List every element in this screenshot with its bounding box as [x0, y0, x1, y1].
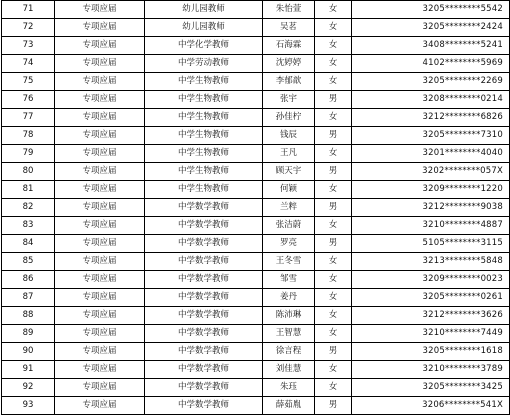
cell-no: 86 — [2, 271, 55, 289]
cell-name: 陈沛琳 — [263, 307, 315, 325]
cell-name: 兰粹 — [263, 199, 315, 217]
cell-no: 90 — [2, 343, 55, 361]
table-row — [2, 1, 510, 19]
cell-gender: 女 — [315, 1, 352, 19]
cell-gender: 女 — [315, 73, 352, 91]
cell-name: 罗亮 — [263, 235, 315, 253]
cell-gender: 女 — [315, 145, 352, 163]
cell-no: 89 — [2, 325, 55, 343]
cell-name: 姜丹 — [263, 289, 315, 307]
cell-position: 中学数学教师 — [145, 289, 263, 307]
table-row — [2, 325, 510, 343]
cell-position: 中学数学教师 — [145, 271, 263, 289]
cell-recruit-type: 专项应届 — [55, 361, 145, 379]
cell-name: 朱珏 — [263, 379, 315, 397]
cell-position: 中学数学教师 — [145, 217, 263, 235]
cell-gender: 男 — [315, 199, 352, 217]
cell-name: 张宇 — [263, 91, 315, 109]
cell-no: 73 — [2, 37, 55, 55]
cell-position: 中学生物教师 — [145, 145, 263, 163]
cell-no: 71 — [2, 1, 55, 19]
cell-gender: 女 — [315, 325, 352, 343]
table-row — [2, 217, 510, 235]
table-row — [2, 37, 510, 55]
cell-id-number: 3205********5542 — [352, 1, 510, 19]
table-row — [2, 163, 510, 181]
cell-id-number: 3213********5848 — [352, 253, 510, 271]
table-row — [2, 397, 510, 415]
cell-no: 75 — [2, 73, 55, 91]
cell-position: 中学劳动教师 — [145, 55, 263, 73]
cell-id-number: 3408********5241 — [352, 37, 510, 55]
cell-id-number: 4102********5969 — [352, 55, 510, 73]
cell-name: 张洁蔚 — [263, 217, 315, 235]
cell-position: 中学数学教师 — [145, 325, 263, 343]
cell-gender: 男 — [315, 397, 352, 415]
cell-id-number: 3205********2269 — [352, 73, 510, 91]
cell-no: 81 — [2, 181, 55, 199]
cell-recruit-type: 专项应届 — [55, 235, 145, 253]
cell-recruit-type: 专项应届 — [55, 199, 145, 217]
cell-position: 中学数学教师 — [145, 379, 263, 397]
cell-id-number: 3205********1618 — [352, 343, 510, 361]
cell-recruit-type: 专项应届 — [55, 73, 145, 91]
table-row — [2, 253, 510, 271]
cell-id-number: 3205********0261 — [352, 289, 510, 307]
cell-position: 中学数学教师 — [145, 253, 263, 271]
cell-position: 中学生物教师 — [145, 109, 263, 127]
cell-no: 82 — [2, 199, 55, 217]
table-row — [2, 181, 510, 199]
cell-id-number: 3205********3425 — [352, 379, 510, 397]
cell-recruit-type: 专项应届 — [55, 325, 145, 343]
cell-gender: 女 — [315, 217, 352, 235]
cell-recruit-type: 专项应届 — [55, 91, 145, 109]
cell-no: 76 — [2, 91, 55, 109]
cell-id-number: 3208********0214 — [352, 91, 510, 109]
cell-position: 中学数学教师 — [145, 307, 263, 325]
cell-recruit-type: 专项应届 — [55, 1, 145, 19]
cell-name: 沈婷婷 — [263, 55, 315, 73]
cell-position: 中学生物教师 — [145, 91, 263, 109]
cell-recruit-type: 专项应届 — [55, 289, 145, 307]
cell-position: 中学生物教师 — [145, 163, 263, 181]
cell-position: 幼儿园教师 — [145, 19, 263, 37]
cell-id-number: 3202********057X — [352, 163, 510, 181]
cell-gender: 女 — [315, 19, 352, 37]
table-row — [2, 145, 510, 163]
cell-gender: 女 — [315, 55, 352, 73]
cell-name: 王冬雪 — [263, 253, 315, 271]
cell-recruit-type: 专项应届 — [55, 379, 145, 397]
cell-no: 87 — [2, 289, 55, 307]
cell-no: 78 — [2, 127, 55, 145]
cell-id-number: 3210********7449 — [352, 325, 510, 343]
cell-gender: 男 — [315, 127, 352, 145]
cell-no: 88 — [2, 307, 55, 325]
cell-recruit-type: 专项应届 — [55, 397, 145, 415]
cell-name: 何颖 — [263, 181, 315, 199]
cell-name: 顾天宇 — [263, 163, 315, 181]
cell-gender: 女 — [315, 37, 352, 55]
cell-name: 孙佳柠 — [263, 109, 315, 127]
cell-id-number: 3210********4887 — [352, 217, 510, 235]
cell-name: 徐言程 — [263, 343, 315, 361]
cell-name: 王智慧 — [263, 325, 315, 343]
cell-id-number: 3205********7310 — [352, 127, 510, 145]
roster-body — [2, 1, 510, 415]
cell-position: 中学数学教师 — [145, 361, 263, 379]
cell-recruit-type: 专项应届 — [55, 127, 145, 145]
cell-id-number: 3210********3789 — [352, 361, 510, 379]
cell-position: 幼儿园教师 — [145, 1, 263, 19]
cell-id-number: 5105********3115 — [352, 235, 510, 253]
table-row — [2, 289, 510, 307]
cell-recruit-type: 专项应届 — [55, 253, 145, 271]
table-row — [2, 91, 510, 109]
candidate-roster-table — [1, 0, 510, 415]
cell-recruit-type: 专项应届 — [55, 145, 145, 163]
cell-gender: 女 — [315, 307, 352, 325]
cell-id-number: 3212********9038 — [352, 199, 510, 217]
cell-gender: 女 — [315, 109, 352, 127]
cell-no: 74 — [2, 55, 55, 73]
cell-gender: 女 — [315, 181, 352, 199]
cell-no: 93 — [2, 397, 55, 415]
cell-gender: 男 — [315, 91, 352, 109]
cell-recruit-type: 专项应届 — [55, 307, 145, 325]
table-row — [2, 127, 510, 145]
cell-no: 79 — [2, 145, 55, 163]
cell-name: 薛茹胤 — [263, 397, 315, 415]
cell-position: 中学生物教师 — [145, 73, 263, 91]
table-row — [2, 235, 510, 253]
cell-position: 中学数学教师 — [145, 235, 263, 253]
table-row — [2, 19, 510, 37]
cell-recruit-type: 专项应届 — [55, 19, 145, 37]
table-row — [2, 307, 510, 325]
table-row — [2, 379, 510, 397]
cell-id-number: 3212********6826 — [352, 109, 510, 127]
cell-id-number: 3206********541X — [352, 397, 510, 415]
cell-gender: 男 — [315, 235, 352, 253]
table-row — [2, 55, 510, 73]
cell-gender: 男 — [315, 343, 352, 361]
cell-recruit-type: 专项应届 — [55, 181, 145, 199]
cell-no: 92 — [2, 379, 55, 397]
cell-name: 王凡 — [263, 145, 315, 163]
cell-position: 中学数学教师 — [145, 343, 263, 361]
cell-id-number: 3201********4040 — [352, 145, 510, 163]
cell-recruit-type: 专项应届 — [55, 55, 145, 73]
cell-position: 中学生物教师 — [145, 127, 263, 145]
cell-position: 中学生物教师 — [145, 181, 263, 199]
cell-no: 91 — [2, 361, 55, 379]
cell-gender: 女 — [315, 361, 352, 379]
cell-id-number: 3205********2424 — [352, 19, 510, 37]
cell-gender: 女 — [315, 271, 352, 289]
cell-recruit-type: 专项应届 — [55, 343, 145, 361]
cell-no: 83 — [2, 217, 55, 235]
cell-recruit-type: 专项应届 — [55, 163, 145, 181]
cell-gender: 女 — [315, 253, 352, 271]
cell-recruit-type: 专项应届 — [55, 37, 145, 55]
cell-no: 84 — [2, 235, 55, 253]
cell-position: 中学数学教师 — [145, 199, 263, 217]
cell-recruit-type: 专项应届 — [55, 217, 145, 235]
cell-no: 72 — [2, 19, 55, 37]
cell-name: 石海霖 — [263, 37, 315, 55]
cell-no: 77 — [2, 109, 55, 127]
cell-position: 中学化学教师 — [145, 37, 263, 55]
cell-name: 钱辰 — [263, 127, 315, 145]
cell-name: 吴茗 — [263, 19, 315, 37]
cell-position: 中学数学教师 — [145, 397, 263, 415]
cell-gender: 男 — [315, 163, 352, 181]
table-row — [2, 199, 510, 217]
table-row — [2, 343, 510, 361]
cell-id-number: 3209********1220 — [352, 181, 510, 199]
cell-id-number: 3212********3626 — [352, 307, 510, 325]
cell-id-number: 3209********0023 — [352, 271, 510, 289]
table-row — [2, 73, 510, 91]
cell-name: 李郁歆 — [263, 73, 315, 91]
cell-recruit-type: 专项应届 — [55, 271, 145, 289]
cell-gender: 女 — [315, 289, 352, 307]
cell-name: 邹雪 — [263, 271, 315, 289]
cell-gender: 女 — [315, 379, 352, 397]
table-row — [2, 361, 510, 379]
cell-no: 80 — [2, 163, 55, 181]
cell-recruit-type: 专项应届 — [55, 109, 145, 127]
cell-no: 85 — [2, 253, 55, 271]
table-row — [2, 271, 510, 289]
table-row — [2, 109, 510, 127]
cell-name: 刘佳慧 — [263, 361, 315, 379]
cell-name: 朱怡萱 — [263, 1, 315, 19]
